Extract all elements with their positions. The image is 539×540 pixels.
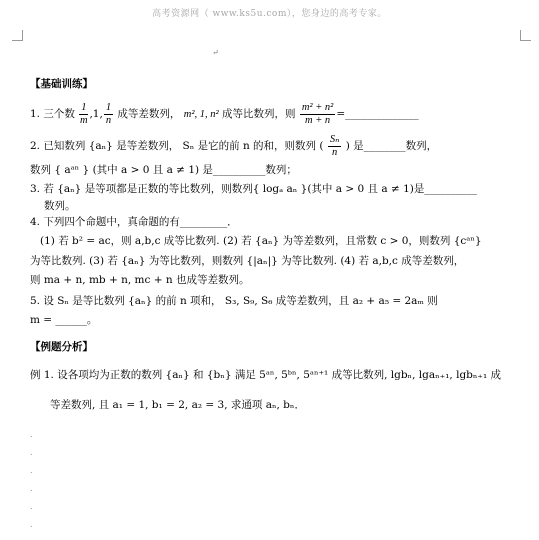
question-4-line-1: 4. 下列四个命题中，真命题的有_________． — [30, 216, 238, 228]
paragraph-mark: . — [30, 484, 33, 493]
question-3-line-1: 3. 若 {aₙ} 是等项都是正数的等比数列，则数列{ logₐ aₙ }(其中 a > 0 且 a ≠ 1)是__________ — [30, 183, 477, 195]
q1-blank: ______________ — [345, 108, 419, 120]
q1-text-4: 成等比数列，则 — [222, 108, 296, 120]
paragraph-mark: . — [30, 502, 33, 511]
paragraph-mark: ↵ — [212, 48, 219, 57]
question-5-line-2: m = ______。 — [30, 314, 98, 326]
q1-text-2: 成等差数列， — [117, 108, 181, 120]
q2-text-a: 2. 已知数列 {aₙ} 是等差数列， Sₙ 是它的前 n 的和，则数列 ( — [30, 140, 324, 152]
margin-corner-top-left — [12, 30, 23, 41]
question-5-line-1: 5. 设 Sₙ 是等比数列 {aₙ} 的前 n 项和， S₃, S₉, S₆ 成等差数列，且 a₂ + a₅ = 2aₘ 则 — [30, 295, 438, 307]
q1-text-1: 三个数 — [43, 108, 75, 120]
example-1-line-2: 等差数列, 且 a₁ = 1, b₁ = 2, a₂ = 3, 求通项 aₙ, bₙ． — [50, 399, 305, 411]
question-4-line-2: (1) 若 b² = ac，则 a,b,c 成等比数列. (2) 若 {aₙ} 为等差数列，且常数 c > 0，则数列 {cᵃⁿ} — [40, 235, 482, 247]
q2-fraction: $\frac{\text{Sₙ}}{n}$ — [329, 133, 340, 158]
question-2-line-2: 数列 { aᵃⁿ } (其中 a > 0 且 a ≠ 1) 是__________数列； — [30, 164, 297, 176]
example-1-line-1: 例 1. 设各项均为正数的数列 {aₙ} 和 {bₙ} 满足 5ᵃⁿ, 5ᵇⁿ, 5ᵃⁿ⁺¹ 成等比数列, lgbₙ, lgaₙ₊₁, lgbₙ₊₁ 成 — [30, 369, 502, 381]
q1-fraction-3: $\frac{\text{m² + n²}}{m + n}$ — [301, 101, 334, 126]
q1-number: 1. — [30, 108, 41, 120]
paragraph-mark: . — [30, 448, 33, 457]
paragraph-mark: . — [30, 520, 33, 529]
q1-text-3: m², 1, n² — [183, 109, 219, 120]
margin-corner-top-right — [520, 30, 531, 41]
question-3-line-2: 数列。 — [44, 200, 76, 212]
q2-text-b: ) 是________数列， — [345, 140, 438, 152]
section-example-analysis: 【例题分析】 — [30, 341, 93, 353]
q1-fraction-2: $\frac{1}{n}$ — [105, 101, 112, 126]
question-2-line-1 — [30, 131, 437, 161]
question-4-line-4: 则 ma + n, mb + n, mc + n 也成等差数列。 — [30, 274, 250, 286]
paragraph-mark: . — [30, 430, 33, 439]
question-1 — [30, 99, 419, 130]
section-basic-training: 【基础训练】 — [30, 78, 93, 90]
q1-fraction-1: $\frac{1}{m}$ — [80, 101, 88, 126]
question-4-line-3: 为等比数列. (3) 若 {aₙ} 为等比数列，则数列 {|aₙ|} 为等比数列. (4) 若 a,b,c 成等差数列， — [30, 255, 465, 267]
q1-equals: = — [336, 108, 346, 120]
q1-mid: ,1, — [89, 108, 103, 120]
page-header: 高考资源网（ www.ks5u.com），您身边的高考专家。 — [152, 9, 387, 19]
paragraph-mark: . — [30, 466, 33, 475]
